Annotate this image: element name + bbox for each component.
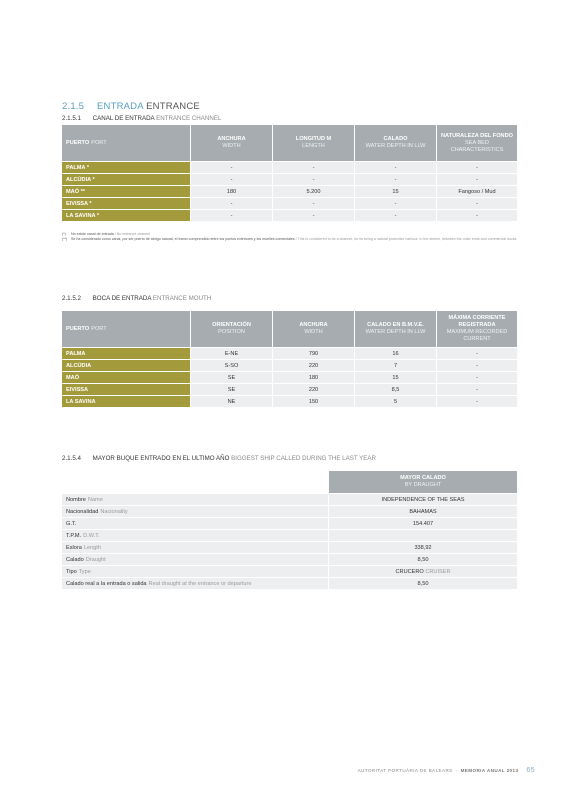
table-cell: 180: [190, 186, 272, 197]
table-row: [62, 384, 517, 395]
row-value: BAHAMAS: [328, 506, 517, 517]
footnote-text-en: / This is considered to be a channel, for its being a natural protective harbour, in the stretch, between the outer ends and commercial docks: [295, 237, 517, 241]
table-cell: -: [436, 162, 517, 173]
port-cell: MAÓ **: [62, 186, 190, 197]
table-cell: 180: [272, 372, 354, 383]
section-number: 2.1.5: [62, 101, 85, 112]
table-row: [62, 372, 517, 383]
table-row: [62, 348, 517, 359]
table-cell: SE: [190, 384, 272, 395]
table-row: [62, 554, 517, 565]
table-cell: SE: [190, 372, 272, 383]
table1-heading: [62, 115, 221, 122]
table-row: [62, 494, 517, 505]
row-label: T.P.M. D.W.T.: [62, 530, 328, 541]
table-cell: -: [436, 210, 517, 221]
table2-number: 2.1.5.2: [62, 295, 81, 302]
table-cell: -: [436, 396, 517, 407]
row-value: 338,92: [328, 542, 517, 553]
table-cell: -: [354, 162, 436, 173]
row-value: 8,50: [328, 554, 517, 565]
table-cell: -: [436, 348, 517, 359]
table-cell: 150: [272, 396, 354, 407]
table-cell: -: [272, 174, 354, 185]
row-label: Nacionalidad Nacionality: [62, 506, 328, 517]
table-cell: 15: [354, 186, 436, 197]
entrance-channel-table: [62, 124, 517, 222]
table2-title-es: BOCA DE ENTRADA: [92, 295, 152, 302]
row-value: 8,50: [328, 578, 517, 589]
table-cell: E-NE: [190, 348, 272, 359]
table-cell: -: [436, 174, 517, 185]
table-cell: 5.200: [272, 186, 354, 197]
table1-header-depth: CALADO WATER DEPTH IN LLW: [354, 125, 436, 161]
table-cell: -: [436, 198, 517, 209]
table3-header-row: [62, 471, 517, 493]
table2-title-en: ENTRANCE MOUTH: [152, 295, 212, 302]
table-cell: -: [272, 162, 354, 173]
table2-header-depth: CALADO EN B.M.V.E. WATER DEPTH IN LLW: [354, 311, 436, 347]
table-row: [62, 186, 517, 197]
footer-separator: ·: [455, 768, 458, 773]
section-title-en: ENTRANCE: [146, 101, 200, 112]
table-cell: 220: [272, 360, 354, 371]
table-row: [62, 396, 517, 407]
table-cell: -: [190, 210, 272, 221]
table3-title-en: BIGGEST SHIP CALLED DURING THE LAST YEAR: [231, 455, 377, 462]
row-label: Tipo Type: [62, 566, 328, 577]
table3-header-draught: MAYOR CALADO BY DRAUGHT: [328, 471, 517, 493]
table-cell: 8,5: [354, 384, 436, 395]
table1-header-length: LONGITUD M LENGTH: [272, 125, 354, 161]
table-row: [62, 174, 517, 185]
footnote-text-en: / No entrance channel: [114, 232, 150, 236]
table-cell: -: [272, 198, 354, 209]
table-row: [62, 518, 517, 529]
port-cell: LA SAVINA *: [62, 210, 190, 221]
row-label: Calado real a la entrada o salida Real draught at the entrance or departure: [62, 578, 328, 589]
table-cell: -: [272, 210, 354, 221]
row-label: Eslora Length: [62, 542, 328, 553]
footnote: [62, 237, 517, 242]
table2-header-current: MÁXIMA CORRIENTE REGISTRADA MAXIMUM RECORDED CURRENT: [436, 311, 517, 347]
table2-header-port: PUERTO PORT: [62, 311, 190, 347]
table1-header-row: [62, 125, 517, 161]
table-row: [62, 566, 517, 577]
table-cell: -: [190, 174, 272, 185]
footer-org: AUTORITAT PORTUÀRIA DE BALEARS: [357, 768, 453, 773]
table-cell: NE: [190, 396, 272, 407]
table3-header-blank: [62, 471, 328, 493]
table-cell: 7: [354, 360, 436, 371]
table2-header-width: ANCHURA WIDTH: [272, 311, 354, 347]
table-row: [62, 360, 517, 371]
row-label: Nombre Name: [62, 494, 328, 505]
table-cell: -: [354, 174, 436, 185]
page-footer: [358, 767, 535, 774]
port-cell: EIVISSA *: [62, 198, 190, 209]
table-cell: -: [436, 372, 517, 383]
table1-notes: [62, 232, 517, 242]
table-cell: -: [190, 162, 272, 173]
port-cell: ALCÚDIA *: [62, 174, 190, 185]
table1-header-port: PUERTO PORT: [62, 125, 190, 161]
table-cell: Fangoso / Mud: [436, 186, 517, 197]
row-value: INDEPENDENCE OF THE SEAS: [328, 494, 517, 505]
row-label: Calado Draught: [62, 554, 328, 565]
row-value: 154.407: [328, 518, 517, 529]
table-cell: -: [436, 360, 517, 371]
table-cell: 5: [354, 396, 436, 407]
page-number: 65: [526, 767, 535, 774]
table1-title-en: ENTRANCE CHANNEL: [156, 115, 222, 122]
footnote-text-es: No existe canal de entrada: [71, 232, 114, 236]
table-row: [62, 542, 517, 553]
table2-header-row: [62, 311, 517, 347]
table3-number: 2.1.5.4: [62, 455, 81, 462]
table-row: [62, 198, 517, 209]
table1-number: 2.1.5.1: [62, 115, 81, 122]
table-row: [62, 578, 517, 589]
row-value: [328, 530, 517, 541]
port-cell: PALMA *: [62, 162, 190, 173]
table-row: [62, 162, 517, 173]
table-cell: 15: [354, 372, 436, 383]
port-cell: LA SAVINA: [62, 396, 190, 407]
table-row: [62, 530, 517, 541]
section-title-es: ENTRADA: [96, 101, 144, 112]
section-heading: [62, 101, 200, 112]
row-value: CRUCERO CRUISER: [328, 566, 517, 577]
table-row: [62, 210, 517, 221]
port-cell: PALMA: [62, 348, 190, 359]
table3-heading: [62, 455, 376, 462]
table2-header-position: ORIENTACIÓN POSITION: [190, 311, 272, 347]
table-cell: -: [354, 210, 436, 221]
table1-title-es: CANAL DE ENTRADA: [92, 115, 155, 122]
footnote-key: (*): [62, 232, 66, 236]
table-cell: 220: [272, 384, 354, 395]
table-cell: -: [436, 384, 517, 395]
table1-header-width: ANCHURA WIDTH: [190, 125, 272, 161]
table-row: [62, 506, 517, 517]
row-label: G.T.: [62, 518, 328, 529]
table1-header-seabed: NATURALEZA DEL FONDO SEA BED CHARACTERISTICS: [436, 125, 517, 161]
port-cell: MAÓ: [62, 372, 190, 383]
entrance-mouth-table: [62, 310, 517, 408]
table-cell: 16: [354, 348, 436, 359]
port-cell: EIVISSA: [62, 384, 190, 395]
table-cell: -: [354, 198, 436, 209]
port-cell: ALCÚDIA: [62, 360, 190, 371]
table3-title-es: MAYOR BUQUE ENTRADO EN EL ULTIMO AÑO: [92, 455, 230, 462]
footnote-text-es: Se ha considerado como canal, por ser puerto de abrigo natural, el tramo comprendido entre los puntos exteriores y los muelles comerciales: [71, 237, 295, 241]
table2-heading: [62, 295, 211, 302]
footnote-key: (**): [62, 237, 68, 241]
table-cell: S-SO: [190, 360, 272, 371]
biggest-ship-table: [62, 470, 517, 590]
footer-report: MEMORIA ANUAL 2013: [460, 768, 519, 773]
table-cell: 790: [272, 348, 354, 359]
table-cell: -: [190, 198, 272, 209]
